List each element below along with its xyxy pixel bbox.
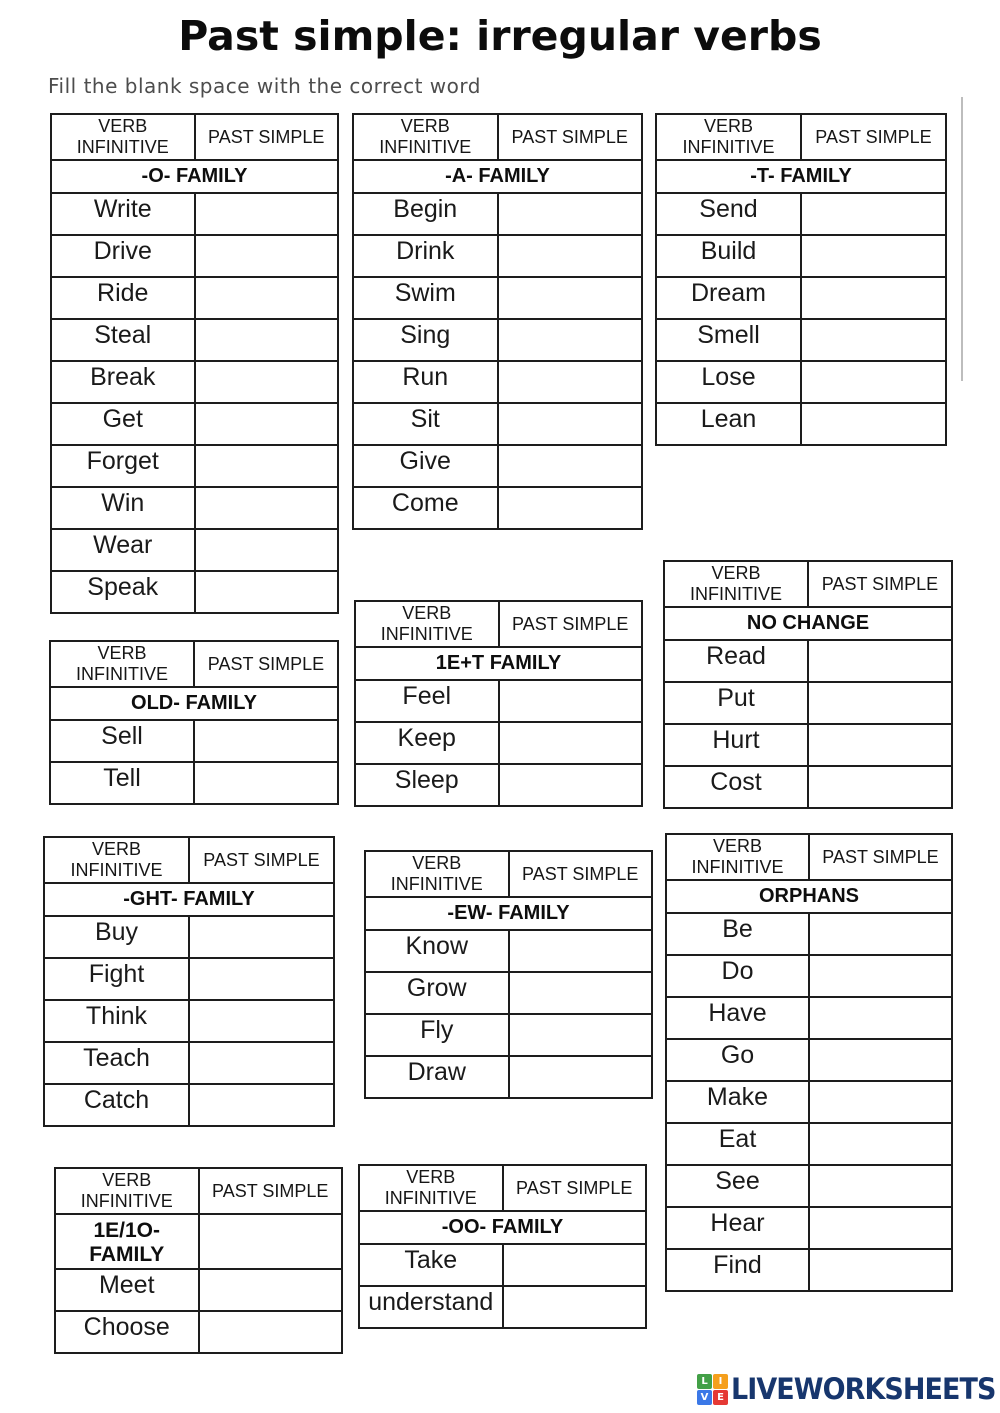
table-row (44, 1084, 334, 1126)
answer-cell[interactable] (498, 361, 643, 403)
verb-cell: Find (666, 1249, 809, 1291)
answer-cell[interactable] (195, 445, 339, 487)
col-header-verb-infinitive: VERB INFINITIVE (44, 837, 189, 883)
verb-cell: Fly (365, 1014, 509, 1056)
logo-square-e: E (713, 1390, 728, 1405)
answer-cell[interactable] (199, 1311, 343, 1353)
col-header-verb-infinitive: VERB INFINITIVE (353, 114, 498, 160)
table-row (353, 319, 642, 361)
table-row (656, 319, 946, 361)
table-row (666, 1123, 952, 1165)
header-row (664, 561, 952, 607)
verb-cell: Feel (355, 680, 499, 722)
answer-cell[interactable] (809, 1165, 952, 1207)
answer-cell[interactable] (809, 913, 952, 955)
answer-cell[interactable] (801, 193, 946, 235)
verb-cell: Get (51, 403, 195, 445)
answer-cell[interactable] (195, 277, 339, 319)
verb-cell: Sleep (355, 764, 499, 806)
answer-cell[interactable] (801, 403, 946, 445)
verb-cell: Tell (50, 762, 194, 804)
col-header-verb-infinitive: VERB INFINITIVE (666, 834, 809, 880)
verb-cell: See (666, 1165, 809, 1207)
answer-cell[interactable] (498, 193, 643, 235)
table-row (359, 1286, 646, 1328)
table-row (666, 1249, 952, 1291)
verb-cell: Have (666, 997, 809, 1039)
table-t-family (655, 113, 947, 446)
col-header-verb-infinitive: VERB INFINITIVE (365, 851, 509, 897)
verb-cell: Take (359, 1244, 503, 1286)
header-row (365, 851, 652, 897)
verb-cell: Dream (656, 277, 801, 319)
table-row (365, 1056, 652, 1098)
answer-cell[interactable] (809, 955, 952, 997)
table-row (666, 1081, 952, 1123)
answer-cell[interactable] (195, 235, 339, 277)
col-header-past-simple: PAST SIMPLE (801, 114, 946, 160)
table-row (51, 571, 338, 613)
verb-cell: Sing (353, 319, 498, 361)
verb-cell: Drive (51, 235, 195, 277)
table-row (666, 1039, 952, 1081)
family-label: 1E/1O- FAMILY (55, 1214, 199, 1269)
answer-cell[interactable] (503, 1286, 647, 1328)
verb-cell: Be (666, 913, 809, 955)
table-row (44, 958, 334, 1000)
answer-cell[interactable] (809, 1081, 952, 1123)
answer-cell[interactable] (509, 1056, 653, 1098)
answer-cell[interactable] (194, 762, 338, 804)
verb-cell: Think (44, 1000, 189, 1042)
table-row (666, 1207, 952, 1249)
header-row (55, 1168, 342, 1214)
answer-cell[interactable] (195, 529, 339, 571)
instructions-text: Fill the blank space with the correct word (48, 74, 481, 98)
table-row (353, 193, 642, 235)
table-row (353, 361, 642, 403)
verb-cell: Hear (666, 1207, 809, 1249)
table-row (50, 720, 338, 762)
verb-cell: Sit (353, 403, 498, 445)
table-row (353, 403, 642, 445)
family-row (355, 647, 642, 680)
verb-cell: Run (353, 361, 498, 403)
verb-cell: Drink (353, 235, 498, 277)
answer-cell[interactable] (499, 764, 643, 806)
table-row (44, 1000, 334, 1042)
verb-cell: Read (664, 640, 808, 682)
family-row (666, 880, 952, 913)
table-row (353, 445, 642, 487)
family-label: -O- FAMILY (51, 160, 338, 193)
family-row (664, 607, 952, 640)
table-row (51, 487, 338, 529)
answer-cell[interactable] (808, 640, 952, 682)
col-header-verb-infinitive: VERB INFINITIVE (656, 114, 801, 160)
table-row (55, 1269, 342, 1311)
answer-cell[interactable] (498, 403, 643, 445)
answer-cell[interactable] (498, 487, 643, 529)
answer-cell[interactable] (195, 193, 339, 235)
verb-cell: Go (666, 1039, 809, 1081)
family-label: 1E+T FAMILY (355, 647, 642, 680)
liveworksheets-logo[interactable] (697, 1372, 1000, 1406)
verb-cell: Put (664, 682, 808, 724)
table-row (51, 193, 338, 235)
table-row (51, 445, 338, 487)
table-row (50, 762, 338, 804)
family-label: NO CHANGE (664, 607, 952, 640)
table-row (656, 277, 946, 319)
col-header-past-simple: PAST SIMPLE (194, 641, 338, 687)
liveworksheets-wordmark: LIVEWORKSHEETS (731, 1372, 996, 1406)
answer-cell[interactable] (199, 1269, 343, 1311)
table-row (656, 193, 946, 235)
answer-cell[interactable] (194, 720, 338, 762)
col-header-verb-infinitive: VERB INFINITIVE (55, 1168, 199, 1214)
answer-cell[interactable] (189, 1042, 334, 1084)
table-row (51, 529, 338, 571)
logo-square-i: I (713, 1374, 728, 1389)
verb-cell: understand (359, 1286, 503, 1328)
verb-cell: Smell (656, 319, 801, 361)
logo-square-v: V (697, 1390, 712, 1405)
answer-cell[interactable] (509, 930, 653, 972)
col-header-verb-infinitive: VERB INFINITIVE (359, 1165, 503, 1211)
table-row (51, 277, 338, 319)
verb-cell: Wear (51, 529, 195, 571)
answer-cell[interactable] (189, 1000, 334, 1042)
table-row (44, 916, 334, 958)
verb-cell: Eat (666, 1123, 809, 1165)
answer-cell[interactable] (509, 1014, 653, 1056)
table-a-family (352, 113, 643, 530)
verb-cell: Win (51, 487, 195, 529)
verb-cell: Sell (50, 720, 194, 762)
answer-cell[interactable] (808, 766, 952, 808)
col-header-verb-infinitive: VERB INFINITIVE (355, 601, 499, 647)
answer-cell[interactable] (199, 1214, 343, 1269)
verb-cell: Lean (656, 403, 801, 445)
answer-cell[interactable] (189, 916, 334, 958)
answer-cell[interactable] (808, 682, 952, 724)
answer-cell[interactable] (509, 972, 653, 1014)
family-row (51, 160, 338, 193)
answer-cell[interactable] (503, 1244, 647, 1286)
col-header-verb-infinitive: VERB INFINITIVE (664, 561, 808, 607)
answer-cell[interactable] (809, 1207, 952, 1249)
verb-cell: Break (51, 361, 195, 403)
family-label: OLD- FAMILY (50, 687, 338, 720)
answer-cell[interactable] (499, 680, 643, 722)
answer-cell[interactable] (195, 361, 339, 403)
verb-cell: Steal (51, 319, 195, 361)
table-1e-t-family (354, 600, 643, 807)
verb-cell: Send (656, 193, 801, 235)
verb-cell: Choose (55, 1311, 199, 1353)
family-row (50, 687, 338, 720)
table-row (365, 972, 652, 1014)
table-oo-family (358, 1164, 647, 1329)
col-header-past-simple: PAST SIMPLE (503, 1165, 647, 1211)
col-header-past-simple: PAST SIMPLE (195, 114, 339, 160)
table-row (51, 361, 338, 403)
table-row (355, 764, 642, 806)
col-header-past-simple: PAST SIMPLE (509, 851, 653, 897)
table-row (359, 1244, 646, 1286)
table-o-family (50, 113, 339, 614)
table-ew-family (364, 850, 653, 1099)
answer-cell[interactable] (498, 445, 643, 487)
answer-cell[interactable] (809, 1123, 952, 1165)
col-header-past-simple: PAST SIMPLE (498, 114, 643, 160)
table-row (355, 722, 642, 764)
verb-cell: Build (656, 235, 801, 277)
answer-cell[interactable] (195, 403, 339, 445)
table-row (353, 277, 642, 319)
col-header-past-simple: PAST SIMPLE (199, 1168, 343, 1214)
family-row (44, 883, 334, 916)
table-orphans (665, 833, 953, 1292)
header-row (51, 114, 338, 160)
verb-cell: Swim (353, 277, 498, 319)
answer-cell[interactable] (189, 1084, 334, 1126)
family-row (365, 897, 652, 930)
col-header-past-simple: PAST SIMPLE (808, 561, 952, 607)
col-header-past-simple: PAST SIMPLE (809, 834, 952, 880)
answer-cell[interactable] (189, 958, 334, 1000)
answer-cell[interactable] (801, 319, 946, 361)
answer-cell[interactable] (498, 319, 643, 361)
answer-cell[interactable] (195, 487, 339, 529)
family-row (656, 160, 946, 193)
answer-cell[interactable] (809, 997, 952, 1039)
family-label: -GHT- FAMILY (44, 883, 334, 916)
verb-cell: Buy (44, 916, 189, 958)
verb-cell: Grow (365, 972, 509, 1014)
verb-cell: Cost (664, 766, 808, 808)
answer-cell[interactable] (195, 571, 339, 613)
table-row (656, 403, 946, 445)
answer-cell[interactable] (498, 235, 643, 277)
header-row (44, 837, 334, 883)
answer-cell[interactable] (195, 319, 339, 361)
verb-cell: Hurt (664, 724, 808, 766)
logo-square-l: L (697, 1374, 712, 1389)
page-title: Past simple: irregular verbs (178, 12, 822, 60)
answer-cell[interactable] (498, 277, 643, 319)
table-old-family (49, 640, 339, 805)
table-row (355, 680, 642, 722)
table-row (656, 361, 946, 403)
header-row (353, 114, 642, 160)
table-row (353, 235, 642, 277)
family-row (359, 1211, 646, 1244)
verb-cell: Forget (51, 445, 195, 487)
answer-cell[interactable] (801, 361, 946, 403)
verb-cell: Lose (656, 361, 801, 403)
col-header-past-simple: PAST SIMPLE (189, 837, 334, 883)
header-row (359, 1165, 646, 1211)
table-row (666, 913, 952, 955)
table-row (44, 1042, 334, 1084)
verb-cell: Make (666, 1081, 809, 1123)
family-label: -A- FAMILY (353, 160, 642, 193)
table-row (51, 403, 338, 445)
answer-cell[interactable] (809, 1249, 952, 1291)
verb-cell: Catch (44, 1084, 189, 1126)
verb-cell: Do (666, 955, 809, 997)
verb-cell: Teach (44, 1042, 189, 1084)
family-label: -EW- FAMILY (365, 897, 652, 930)
family-label: -OO- FAMILY (359, 1211, 646, 1244)
table-row (656, 235, 946, 277)
table-row (666, 997, 952, 1039)
liveworksheets-grid-icon (697, 1374, 728, 1405)
verb-cell: Write (51, 193, 195, 235)
header-row (656, 114, 946, 160)
table-row (666, 1165, 952, 1207)
answer-cell[interactable] (499, 722, 643, 764)
header-row (666, 834, 952, 880)
table-row (664, 766, 952, 808)
table-no-change (663, 560, 953, 809)
header-row (50, 641, 338, 687)
answer-cell[interactable] (808, 724, 952, 766)
verb-cell: Begin (353, 193, 498, 235)
family-label: ORPHANS (666, 880, 952, 913)
family-row (55, 1214, 342, 1269)
col-header-verb-infinitive: VERB INFINITIVE (51, 114, 195, 160)
table-row (664, 724, 952, 766)
verb-cell: Speak (51, 571, 195, 613)
table-row (666, 955, 952, 997)
verb-cell: Come (353, 487, 498, 529)
answer-cell[interactable] (809, 1039, 952, 1081)
verb-cell: Ride (51, 277, 195, 319)
verb-cell: Give (353, 445, 498, 487)
table-1e-1o-family (54, 1167, 343, 1354)
table-row (664, 682, 952, 724)
verb-cell: Keep (355, 722, 499, 764)
table-row (365, 930, 652, 972)
header-row (355, 601, 642, 647)
verb-cell: Draw (365, 1056, 509, 1098)
col-header-past-simple: PAST SIMPLE (499, 601, 643, 647)
col-header-verb-infinitive: VERB INFINITIVE (50, 641, 194, 687)
answer-cell[interactable] (801, 235, 946, 277)
verb-cell: Know (365, 930, 509, 972)
family-label: -T- FAMILY (656, 160, 946, 193)
table-row (365, 1014, 652, 1056)
family-row (353, 160, 642, 193)
verb-cell: Meet (55, 1269, 199, 1311)
table-row (51, 319, 338, 361)
answer-cell[interactable] (801, 277, 946, 319)
table-row (51, 235, 338, 277)
table-row (55, 1311, 342, 1353)
page-edge-line (961, 97, 963, 381)
table-ght-family (43, 836, 335, 1127)
table-row (664, 640, 952, 682)
table-row (353, 487, 642, 529)
verb-cell: Fight (44, 958, 189, 1000)
